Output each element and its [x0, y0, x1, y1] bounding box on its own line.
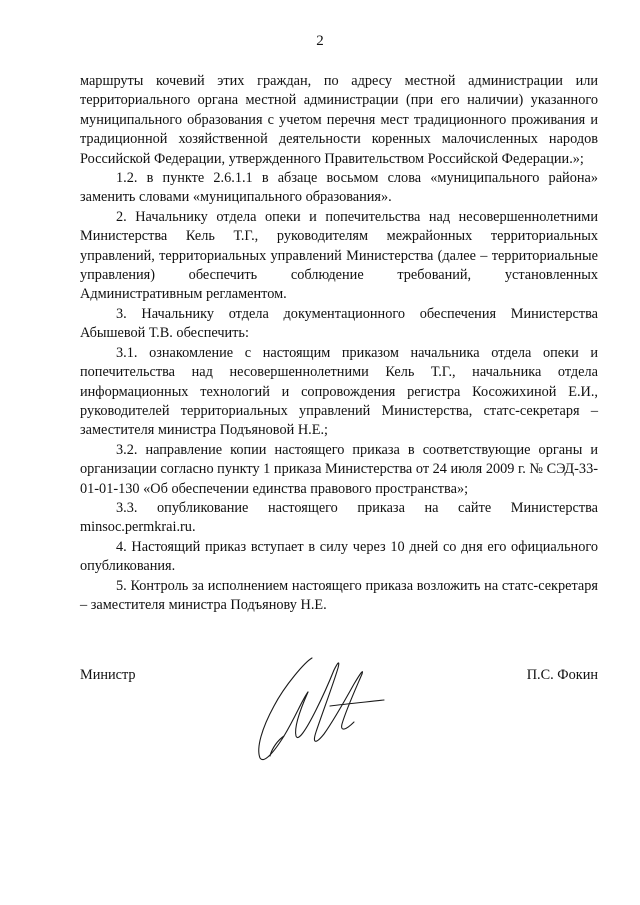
paragraph: 3.3. опубликование настоящего приказа на сайте Министерства minsoc.permkrai.ru. [80, 499, 598, 536]
signer-name: П.С. Фокин [526, 667, 598, 683]
paragraph: 5. Контроль за исполнением настоящего приказа возложить на статс-секретаря – заместителя министра Подъянову Н.Е. [80, 577, 598, 613]
paragraph: маршруты кочевий этих граждан, по адресу местной администрации или территориального органа местной администрации (при его наличии) указанного муниципального образования с учетом перечня мест традиционного проживания и традиционной хозяйственной деятельности коренных малочисленных народов Российской Федерации, утвержденного Правительством Российской Федерации.»; [80, 73, 598, 167]
signer-title: Министр [80, 667, 136, 683]
paragraph: 3.1. ознакомление с настоящим приказом начальника отдела опеки и попечительства над несовершеннолетними Кель Т.Г., начальника отдела информационных технологий и сопровождения регистра Косожихиной Е.И., руководителей территориальных управлений Министерства, статс-секретаря – заместителя министра Подъяновой Н.Е.; [80, 344, 598, 439]
document-body [80, 72, 598, 615]
paragraph: 2. Начальнику отдела опеки и попечительства над несовершеннолетними Министерства Кель Т.Г., руководителям межрайонных территориальных управлений, территориальных управлений Министерства (далее – территориальные управления) обеспечить соблюдение требований, установленных Административным регламентом. [80, 208, 598, 303]
paragraph: 1.2. в пункте 2.6.1.1 в абзаце восьмом слова «муниципального района» заменить словами «муниципального образования». [80, 170, 598, 206]
paragraph: 3.2. направление копии настоящего приказа в соответствующие органы и организации согласно пункту 1 приказа Министерства от 24 июля 2009 г. № СЭД-33-01-01-130 «Об обеспечении единства правового пространства»; [80, 441, 598, 497]
page-number: 2 [316, 33, 324, 49]
paragraph: 3. Начальнику отдела документационного обеспечения Министерства Абышевой Т.В. обеспечить: [80, 305, 598, 342]
paragraph: 4. Настоящий приказ вступает в силу через 10 дней со дня его официального опубликования. [80, 538, 598, 575]
signature-block [80, 667, 598, 691]
handwritten-signature [250, 640, 390, 765]
